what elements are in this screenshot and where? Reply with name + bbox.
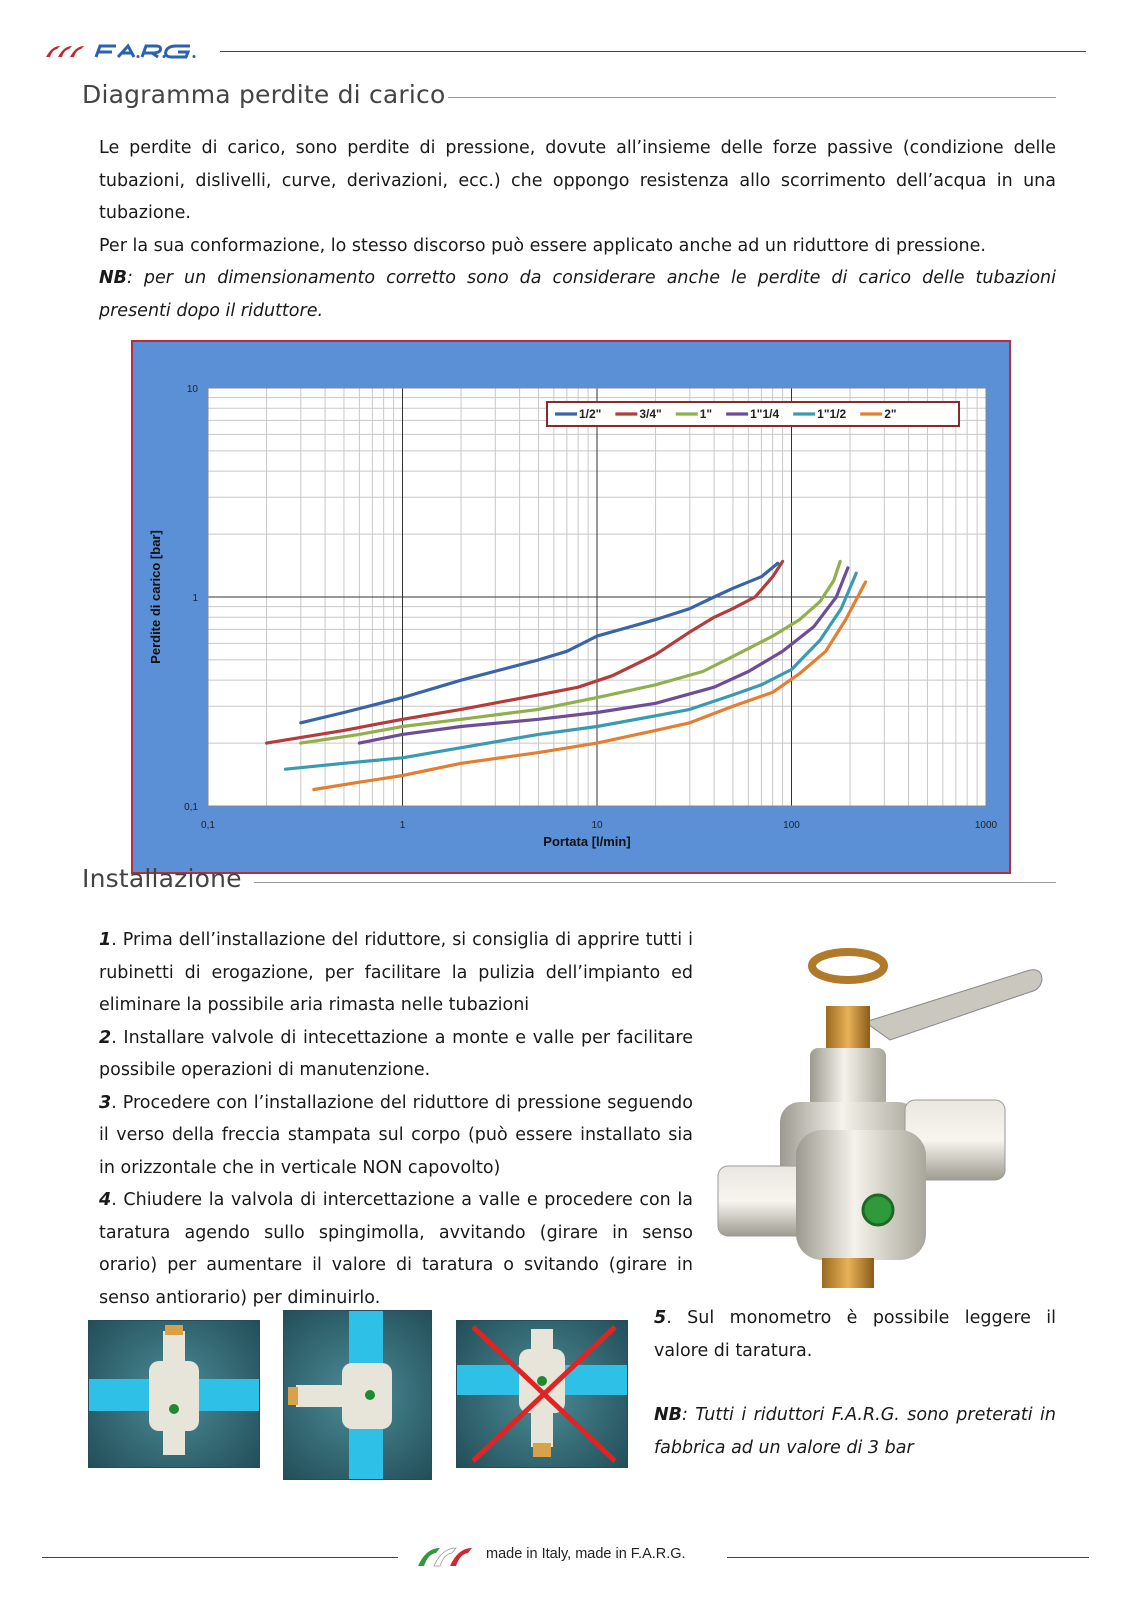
nb-label: NB (654, 1405, 682, 1425)
pressure-loss-chart (133, 342, 1009, 872)
italy-flag-logo-icon (416, 1544, 476, 1568)
legend-label: 1"1/4 (750, 407, 780, 421)
footer-rule-left (42, 1557, 398, 1558)
y-axis-label: Perdite di carico [bar] (148, 530, 163, 664)
brand-logo (44, 40, 218, 62)
legend-label: 1"1/2 (817, 407, 847, 421)
x-tick-label: 100 (783, 820, 800, 831)
step-5-block (654, 1302, 1056, 1464)
brand-name (218, 40, 219, 41)
step-text: . Sul monometro è possibile leggere il valore di taratura. (654, 1308, 1056, 1361)
mounting-horizontal-image (88, 1320, 260, 1468)
step-4 (99, 1184, 693, 1314)
pressure-reducer-icon (700, 940, 1050, 1310)
y-tick-label: 10 (186, 384, 198, 395)
section-title-installation: Installazione (82, 864, 242, 893)
step-3 (99, 1087, 693, 1185)
step-text: . Chiudere la valvola di intercettazione a valle e procedere con la taratura agendo sullo spingimolla, avvitando (girare in senso orario) per aumentare il valore di taratura o svitando (girare in senso antiorario) per diminuirlo. (99, 1190, 693, 1308)
pressure-reducer-illustration (700, 940, 1050, 1310)
farg-logo-icon (44, 40, 218, 62)
footer-rule-right (727, 1557, 1089, 1558)
section-rule-2 (254, 882, 1056, 883)
header-rule (220, 51, 1086, 52)
step-5 (654, 1302, 1056, 1367)
step-1 (99, 924, 693, 1022)
nb-text: : Tutti i riduttori F.A.R.G. sono preterati in fabbrica ad un valore di 3 bar (654, 1405, 1056, 1458)
legend-label: 1/2" (579, 407, 602, 421)
x-tick-label: 1 (399, 820, 406, 831)
step-text: . Prima dell’installazione del riduttore, si consiglia di apprire tutti i rubinetti di erogazione, per facilitare la pulizia dell’impianto ed eliminare la possibile aria rimasta nelle tubazioni (99, 930, 693, 1015)
vertical-mount-icon (284, 1311, 431, 1479)
factory-note (654, 1399, 1056, 1464)
chart-frame (131, 340, 1011, 874)
step-text: . Installare valvole di intecettazione a monte e valle per facilitare possibile operazioni di manutenzione. (99, 1027, 693, 1080)
y-tick-label: 0,1 (184, 802, 198, 813)
footer-text: made in Italy, made in F.A.R.G. (486, 1546, 686, 1562)
intro-text (99, 132, 1056, 327)
mounting-wrong-image (456, 1320, 628, 1468)
intro-paragraph-2: Per la sua conformazione, lo stesso discorso può essere applicato anche ad un riduttore di pressione. (99, 235, 986, 256)
y-tick-label: 1 (192, 593, 198, 604)
intro-paragraph: Le perdite di carico, sono perdite di pressione, dovute all’insieme delle forze passive (condizione delle tubazioni, dislivelli, curve, derivazioni, ecc.) che oppongo resistenza allo scorrimento dell’acqua in una tubazione. (99, 138, 1056, 223)
step-number: 3 (99, 1092, 112, 1113)
nb-note (99, 262, 1056, 327)
x-tick-label: 1000 (974, 820, 998, 831)
nb-text: : per un dimensionamento corretto sono da considerare anche le perdite di carico delle tubazioni presenti dopo il riduttore. (99, 268, 1056, 321)
mounting-vertical-image (283, 1310, 432, 1480)
spacer (654, 1367, 1056, 1399)
legend-label: 1" (699, 407, 713, 421)
chart-legend (547, 402, 959, 426)
section-title-diagram: Diagramma perdite di carico (82, 80, 446, 109)
upside-down-mount-icon (457, 1321, 627, 1467)
step-number: 4 (99, 1190, 112, 1210)
step-number: 2 (99, 1027, 112, 1048)
step-number: 1 (99, 930, 112, 950)
x-tick-label: 0,1 (201, 820, 215, 831)
step-2 (99, 1022, 693, 1087)
x-tick-label: 10 (591, 820, 603, 831)
nb-label: NB (99, 268, 127, 288)
legend-label: 3/4" (639, 407, 662, 421)
legend-label: 2" (884, 407, 897, 421)
horizontal-mount-icon (89, 1321, 259, 1467)
x-axis-label: Portata [l/min] (543, 834, 631, 849)
install-steps (99, 924, 693, 1314)
step-number: 5 (654, 1308, 667, 1328)
footer-mark (416, 1544, 476, 1568)
step-text: . Procedere con l’installazione del riduttore di pressione seguendo il verso della freccia stampata sul corpo (può essere installato sia in orizzontale che in verticale NON capovolto) (99, 1092, 693, 1178)
section-rule (448, 97, 1056, 98)
